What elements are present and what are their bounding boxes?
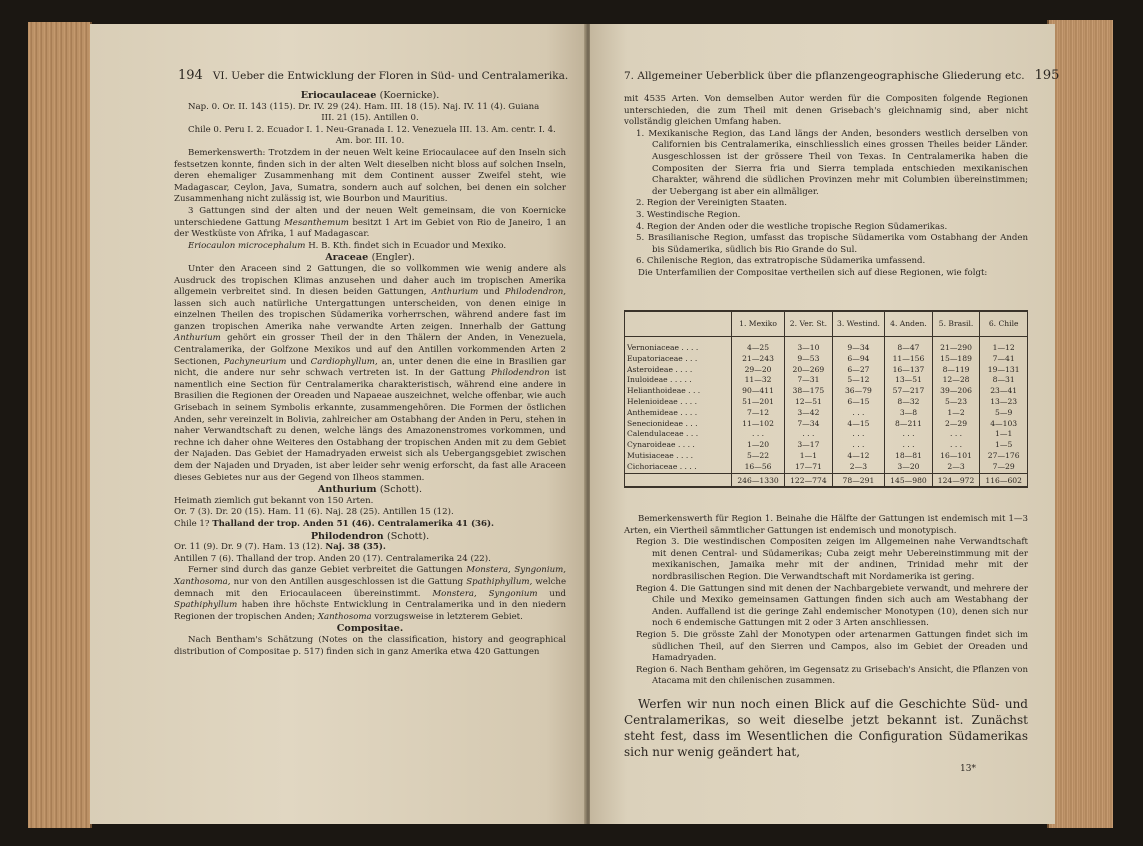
table-cell: 3—20 xyxy=(885,462,933,473)
table-cell: 3—10 xyxy=(785,337,833,354)
erio-distribution-3: Chile 0. Peru I. 2. Ecuador I. 1. Neu-Granada I. 12. Venezuela III. 13. Am. centr. I. 4. xyxy=(188,124,556,135)
table-cell: 1—2 xyxy=(932,408,980,419)
left-page-number: 194 xyxy=(178,68,203,83)
table-row-label: Eupatoriaceae . . . xyxy=(625,354,732,365)
erio-distribution-2: III. 21 (15). Antillen 0. xyxy=(321,113,419,124)
table-totals-row xyxy=(625,473,1028,487)
table-row xyxy=(625,451,1028,462)
table-row xyxy=(625,440,1028,451)
right-page-number: 195 xyxy=(1034,68,1060,83)
table-row xyxy=(625,365,1028,376)
table-cell: 11—102 xyxy=(732,419,785,430)
anthurium-line-2: Or. 7 (3). Dr. 20 (15). Ham. 11 (6). Naj. 28 (25). Antillen 15 (12). xyxy=(174,507,454,518)
table-cell: . . . xyxy=(732,429,785,440)
table-cell: 11—32 xyxy=(732,375,785,386)
table-row xyxy=(625,397,1028,408)
table-cell: 51—201 xyxy=(732,397,785,408)
table-total-cell: 116—602 xyxy=(980,473,1028,487)
region-remark: Region 6. Nach Bentham gehören, im Gegensatz zu Grisebach's Ansicht, die Pflanzen von Atacama mit den chilenischen zusammen. xyxy=(636,664,1028,687)
table-cell: 16—137 xyxy=(885,365,933,376)
table-cell: 15—189 xyxy=(932,354,980,365)
table-cell: 7—34 xyxy=(785,419,833,430)
table-cell: 13—23 xyxy=(980,397,1028,408)
table-row-label: Anthemideae . . . . xyxy=(625,408,732,419)
table-row-label: Senecionideae . . . xyxy=(625,419,732,430)
table-cell: 2—3 xyxy=(832,462,885,473)
table-cell: 2—29 xyxy=(932,419,980,430)
table-cell: 11—156 xyxy=(885,354,933,365)
region-item: 4. Region der Anden oder die westliche tropische Region Südamerikas. xyxy=(636,221,948,232)
table-cell: 8—32 xyxy=(885,397,933,408)
region-remark: Region 3. Die westindischen Compositen zeigen im Allgemeinen nahe Verwandtschaft mit denen Central- und Südamerikas; Cuba zeigt mehr Uebereinstimmung mit der mexikanischen, Jamaika mehr mit der andinen, Trinidad mehr mit der nordbrasilischen Region. Die Verwandtschaft mit Nordamerika ist gering. xyxy=(636,537,1028,582)
table-cell: 12—51 xyxy=(785,397,833,408)
table-row xyxy=(625,337,1028,354)
right-running-head: 7. Allgemeiner Ueberblick über die pflanzengeographische Gliederung etc. xyxy=(624,70,1025,82)
right-column-top xyxy=(624,94,1028,280)
table-cell: 5—22 xyxy=(732,451,785,462)
table-row-label: Asteroideae . . . . xyxy=(625,365,732,376)
table-cell: 16—101 xyxy=(932,451,980,462)
table-cell: 3—17 xyxy=(785,440,833,451)
table-cell: 4—103 xyxy=(980,419,1028,430)
table-cell: 19—131 xyxy=(980,365,1028,376)
table-intro: Die Unterfamilien der Compositae vertheilen sich auf diese Regionen, wie folgt: xyxy=(638,267,988,278)
table-total-cell: 122—774 xyxy=(785,473,833,487)
table-row-label: Cynaroideae . . . . xyxy=(625,440,732,451)
table-cell: 8—119 xyxy=(932,365,980,376)
table-header-cell: 5. Brasil. xyxy=(932,311,980,337)
table-cell: 6—27 xyxy=(832,365,885,376)
table-cell: . . . xyxy=(932,429,980,440)
table-header-cell: 6. Chile xyxy=(980,311,1028,337)
erio-distribution: Nap. 0. Or. II. 143 (115). Dr. IV. 29 (24). Ham. III. 18 (15). Naj. IV. 11 (4). Guiana xyxy=(188,101,540,112)
signature-mark: 13* xyxy=(960,764,976,774)
table-cell: 90—411 xyxy=(732,386,785,397)
table-cell: 29—20 xyxy=(732,365,785,376)
table-cell: 38—175 xyxy=(785,386,833,397)
erio-distribution-4: Am. bor. III. 10. xyxy=(335,136,405,147)
table-cell: 12—28 xyxy=(932,375,980,386)
table-cell: 3—8 xyxy=(885,408,933,419)
table-total-cell: 145—980 xyxy=(885,473,933,487)
table-cell: 8—47 xyxy=(885,337,933,354)
anthurium-line-3: Chile 1? Thalland der trop. Anden 51 (46). Centralamerika 41 (36). xyxy=(174,518,495,529)
left-page xyxy=(90,24,586,824)
table-cell: . . . xyxy=(885,429,933,440)
table-total-cell: 78—291 xyxy=(832,473,885,487)
table-cell: 27—176 xyxy=(980,451,1028,462)
table-cell: 7—12 xyxy=(732,408,785,419)
compositae-intro: mit 4535 Arten. Von demselben Autor werden für die Compositen folgende Regionen unterschieden, die zum Theil mit denen Grisebach's gleichnamig sind, aber nicht vollständig gleichen Umfang haben. xyxy=(624,94,1028,128)
philodendron-line-1: Or. 11 (9). Dr. 9 (7). Ham. 13 (12). Naj. 38 (35). xyxy=(174,542,386,553)
table-row-label: Helenioideae . . . . xyxy=(625,397,732,408)
table-cell: 8—211 xyxy=(885,419,933,430)
table-row xyxy=(625,429,1028,440)
table-header-row xyxy=(625,311,1028,337)
table-row-label: Mutisiaceae . . . . xyxy=(625,451,732,462)
left-header xyxy=(178,68,568,83)
heading-compositae: Compositae. xyxy=(336,623,404,635)
table-cell: 16—56 xyxy=(732,462,785,473)
table-row xyxy=(625,375,1028,386)
table-cell: 5—9 xyxy=(980,408,1028,419)
table-cell: 5—12 xyxy=(832,375,885,386)
region-list xyxy=(624,129,1028,268)
table-cell: 4—25 xyxy=(732,337,785,354)
table-header-cell: 3. Westind. xyxy=(832,311,885,337)
table-cell: 3—42 xyxy=(785,408,833,419)
region-remark: Region 4. Die Gattungen sind mit denen der Nachbargebiete verwandt, und mehrere der Chile und Mexiko gemeinsamen Gattungen finden sich auch am Westabhang der Anden. Auffallend ist die geringe Zahl endemischer Monotypen (10), denen sich nur noch 6 endemische Gattungen mit 2 oder 3 Arten anschliessen. xyxy=(636,583,1028,629)
table-cell: 36—79 xyxy=(832,386,885,397)
table-cell: . . . xyxy=(785,429,833,440)
table-cell: 57—217 xyxy=(885,386,933,397)
table-row xyxy=(625,354,1028,365)
region-item: 5. Brasilianische Region, umfasst das tropische Südamerika vom Ostabhang der Anden bis Südamerika, südlich bis Rio Grande do Sul. xyxy=(636,233,1028,255)
region-item: 2. Region der Vereinigten Staaten. xyxy=(636,198,788,209)
table-total-cell: 246—1330 xyxy=(732,473,785,487)
right-page xyxy=(590,24,1060,824)
heading-anthurium: Anthurium (Schott). xyxy=(317,484,423,496)
table-cell: 2—3 xyxy=(932,462,980,473)
region-item: 1. Mexikanische Region, das Land längs der Anden, besonders westlich derselben von Californien bis Centralamerika, einschliesslich eines grossen Theiles beider Länder. Ausgeschlossen ist der grössere Theil von Texas. In Centralamerika haben die Compositen der Sierra fria und Sierra templada entschieden mexikanischen Charakter, während die südlichen Provinzen mehr mit Columbien übereinstimmen; der Uebergang ist aber ein allmäliger. xyxy=(636,128,1028,197)
left-running-head: VI. Ueber die Entwicklung der Floren in Süd- und Centralamerika. xyxy=(212,70,569,82)
table-cell: 9—53 xyxy=(785,354,833,365)
table-cell: 6—94 xyxy=(832,354,885,365)
table-total-cell: 124—972 xyxy=(932,473,980,487)
erio-genera: 3 Gattungen sind der alten und der neuen Welt gemeinsam, die von Koernicke unterschiedene Gattung Mesanthemum besitzt 1 Art im Gebiet von Rio de Janeiro, 1 an der Westküste von Afrika, 1 auf Madagascar. xyxy=(174,205,566,240)
table-cell: 39—206 xyxy=(932,386,980,397)
table-cell: 18—81 xyxy=(885,451,933,462)
table-cell: 17—71 xyxy=(785,462,833,473)
table-cell: 1—5 xyxy=(980,440,1028,451)
table-row xyxy=(625,462,1028,473)
region-remarks xyxy=(624,514,1028,688)
table-cell: 1—1 xyxy=(785,451,833,462)
table-cell: . . . xyxy=(885,440,933,451)
table-cell: 1—1 xyxy=(980,429,1028,440)
heading-araceae: Araceae (Engler). xyxy=(325,252,415,264)
left-column xyxy=(174,90,566,658)
anthurium-line-1: Heimath ziemlich gut bekannt von 150 Arten. xyxy=(174,495,374,506)
table-row-label: Cichoriaceae . . . . xyxy=(625,462,732,473)
table-cell: 4—12 xyxy=(832,451,885,462)
table-cell: 21—290 xyxy=(932,337,980,354)
compositae-text: Nach Bentham's Schätzung (Notes on the classification, history and geographical distribution of Compositae p. 517) finden sich in ganz Amerika etwa 420 Gattungen xyxy=(174,634,566,657)
table-cell: 23—41 xyxy=(980,386,1028,397)
compositae-table xyxy=(624,310,1028,488)
table-cell: 6—15 xyxy=(832,397,885,408)
table-header-cell: 2. Ver. St. xyxy=(785,311,833,337)
table-cell: 4—15 xyxy=(832,419,885,430)
heading-philodendron: Philodendron (Schott). xyxy=(310,530,430,542)
table-row xyxy=(625,419,1028,430)
table-cell: 21—243 xyxy=(732,354,785,365)
table-header-cell: 1. Mexiko xyxy=(732,311,785,337)
table-header-cell: 4. Anden. xyxy=(885,311,933,337)
table-cell: . . . xyxy=(832,408,885,419)
erio-remark: Bemerkenswerth: Trotzdem in der neuen Welt keine Eriocaulacee auf den Inseln sich festsetzen konnte, finden sich in der alten Welt dieselben nicht bloss auf solchen Inseln, deren ehemaliger Zusammenhang mit dem Continent ausser Zweifel steht, wie Madagascar, Ceylon, Java, Sumatra, sondern auch auf solchen, bei denen ein solcher Zusammenhang nicht zulässig ist, wie Bourbon und Mauritius. xyxy=(174,147,566,205)
erio-species: Eriocaulon microcephalum H. B. Kth. findet sich in Ecuador und Mexiko. xyxy=(188,240,507,251)
table-cell: 13—51 xyxy=(885,375,933,386)
closing-paragraph: Werfen wir nun noch einen Blick auf die Geschichte Süd- und Centralamerikas, so weit dieselbe jetzt bekannt ist. Zunächst steht fest, dass im Wesentlichen die Configuration Südamerikas sich nur wenig geändert hat, xyxy=(624,696,1028,759)
region-item: 6. Chilenische Region, das extratropische Südamerika umfassend. xyxy=(636,256,926,267)
philodendron-line-2: Antillen 7 (6). Thalland der trop. Anden 20 (17). Centralamerika 24 (22). xyxy=(174,553,491,564)
table-row-label: Inuloideae . . . . . xyxy=(625,375,732,386)
table-cell: . . . xyxy=(932,440,980,451)
table-cell: 7—29 xyxy=(980,462,1028,473)
table-row-label: Calendulaceae . . . xyxy=(625,429,732,440)
table-row-label: Helianthoideae . . . xyxy=(625,386,732,397)
table-cell: . . . xyxy=(832,440,885,451)
table-row xyxy=(625,386,1028,397)
region-remark: Bemerkenswerth für Region 1. Beinahe die Hälfte der Gattungen ist endemisch mit 1—3 Arten, ein Viertheil sämmtlicher Gattungen ist endemisch und monotypisch. xyxy=(624,514,1028,536)
table-cell: 5—23 xyxy=(932,397,980,408)
region-item: 3. Westindische Region. xyxy=(636,209,741,220)
table-total-cell xyxy=(625,473,732,487)
right-header xyxy=(624,68,1059,83)
heading-eriocaulaceae: Eriocaulaceae (Koernicke). xyxy=(300,90,440,101)
araceae-text: Unter den Araceen sind 2 Gattungen, die so vollkommen wie wenig andere als Ausdruck des tropischen Klimas anzusehen und daher auch im tropischen Amerika allgemein verbreitet sind. In diesen beiden Gattungen, Anthurium und Philodendron, lassen sich auch natürliche Untergattungen unterscheiden, von denen einige in einzelnen Theilen des tropischen Südamerika vorherrschen, während andere fast im ganzen tropischen Amerika nahe verwandte Arten zeigen. Innerhalb der Gattung Anthurium gehört ein grosser Theil der in den Thälern der Anden, in Venezuela, Centralamerika, der Golfzone Mexikos und auf den Antillen vorkommenden Arten 2 Sectionen, Pachyneurium und Cardiophyllum, an, unter denen die eine in Brasilien gar nicht, die andere nur sehr schwach vertreten ist. In der Gattung Philodendron ist namentlich eine Section für Centralamerika charakteristisch, während eine andere in Brasilien die Regionen der Oreaden und Napaeae auszeichnet, welche offenbar, wie auch Grisebach in seinem Symbolis erkannte, zusammengehören. Die Formen der östlichen Anden, sehr vereinzelt in Bolivia, zahlreicher am Ostabhang der Anden in Peru, stehen in naher Verwandtschaft zu denen, welche längs des Amazonenstromes vorkommen, und rechne ich daher ohne Weiteres den Ostabhang der tropischen Anden mit zu dem Gebiet der Najaden. Das Gebiet der Hamadryaden erweist sich als Uebergangsgebiet zwischen dem der Najaden und Dryaden, ist aber leider sehr wenig erforscht, da fast alle Araceen dieses Gebietes nur aus der Gegend von Ilheos stammen. xyxy=(174,263,567,483)
right-column-bottom xyxy=(624,514,1028,760)
table-cell: 20—269 xyxy=(785,365,833,376)
table-row xyxy=(625,408,1028,419)
table-row-label: Vernoniaceae . . . . xyxy=(625,337,732,354)
table-cell: 7—41 xyxy=(980,354,1028,365)
table-cell: . . . xyxy=(832,429,885,440)
book-edge-right xyxy=(1047,20,1113,828)
table-cell: 9—34 xyxy=(832,337,885,354)
region-remark: Region 5. Die grösste Zahl der Monotypen oder artenarmen Gattungen findet sich im südlichen Theil, auf den Sierren und Campos, also im Gebiet der Oreaden und Hamadryaden. xyxy=(636,629,1028,664)
table-cell: 1—20 xyxy=(732,440,785,451)
table-cell: 8—31 xyxy=(980,375,1028,386)
book-edge-left xyxy=(28,22,92,828)
table-header-cell xyxy=(625,311,732,337)
philodendron-text: Ferner sind durch das ganze Gebiet verbreitet die Gattungen Monstera, Syngonium, Xanthosoma, nur von den Antillen ausgeschlossen ist die Gattung Spathiphyllum, welche demnach mit den Eriocaulaceen übereinstimmt. Monstera, Syngonium und Spathiphyllum haben ihre höchste Entwicklung in Centralamerika und in den niedern Regionen der tropischen Anden; Xanthosoma vorzugsweise in letzterem Gebiet. xyxy=(174,565,567,622)
table-cell: 1—12 xyxy=(980,337,1028,354)
table-body xyxy=(625,337,1028,488)
table-cell: 7—31 xyxy=(785,375,833,386)
